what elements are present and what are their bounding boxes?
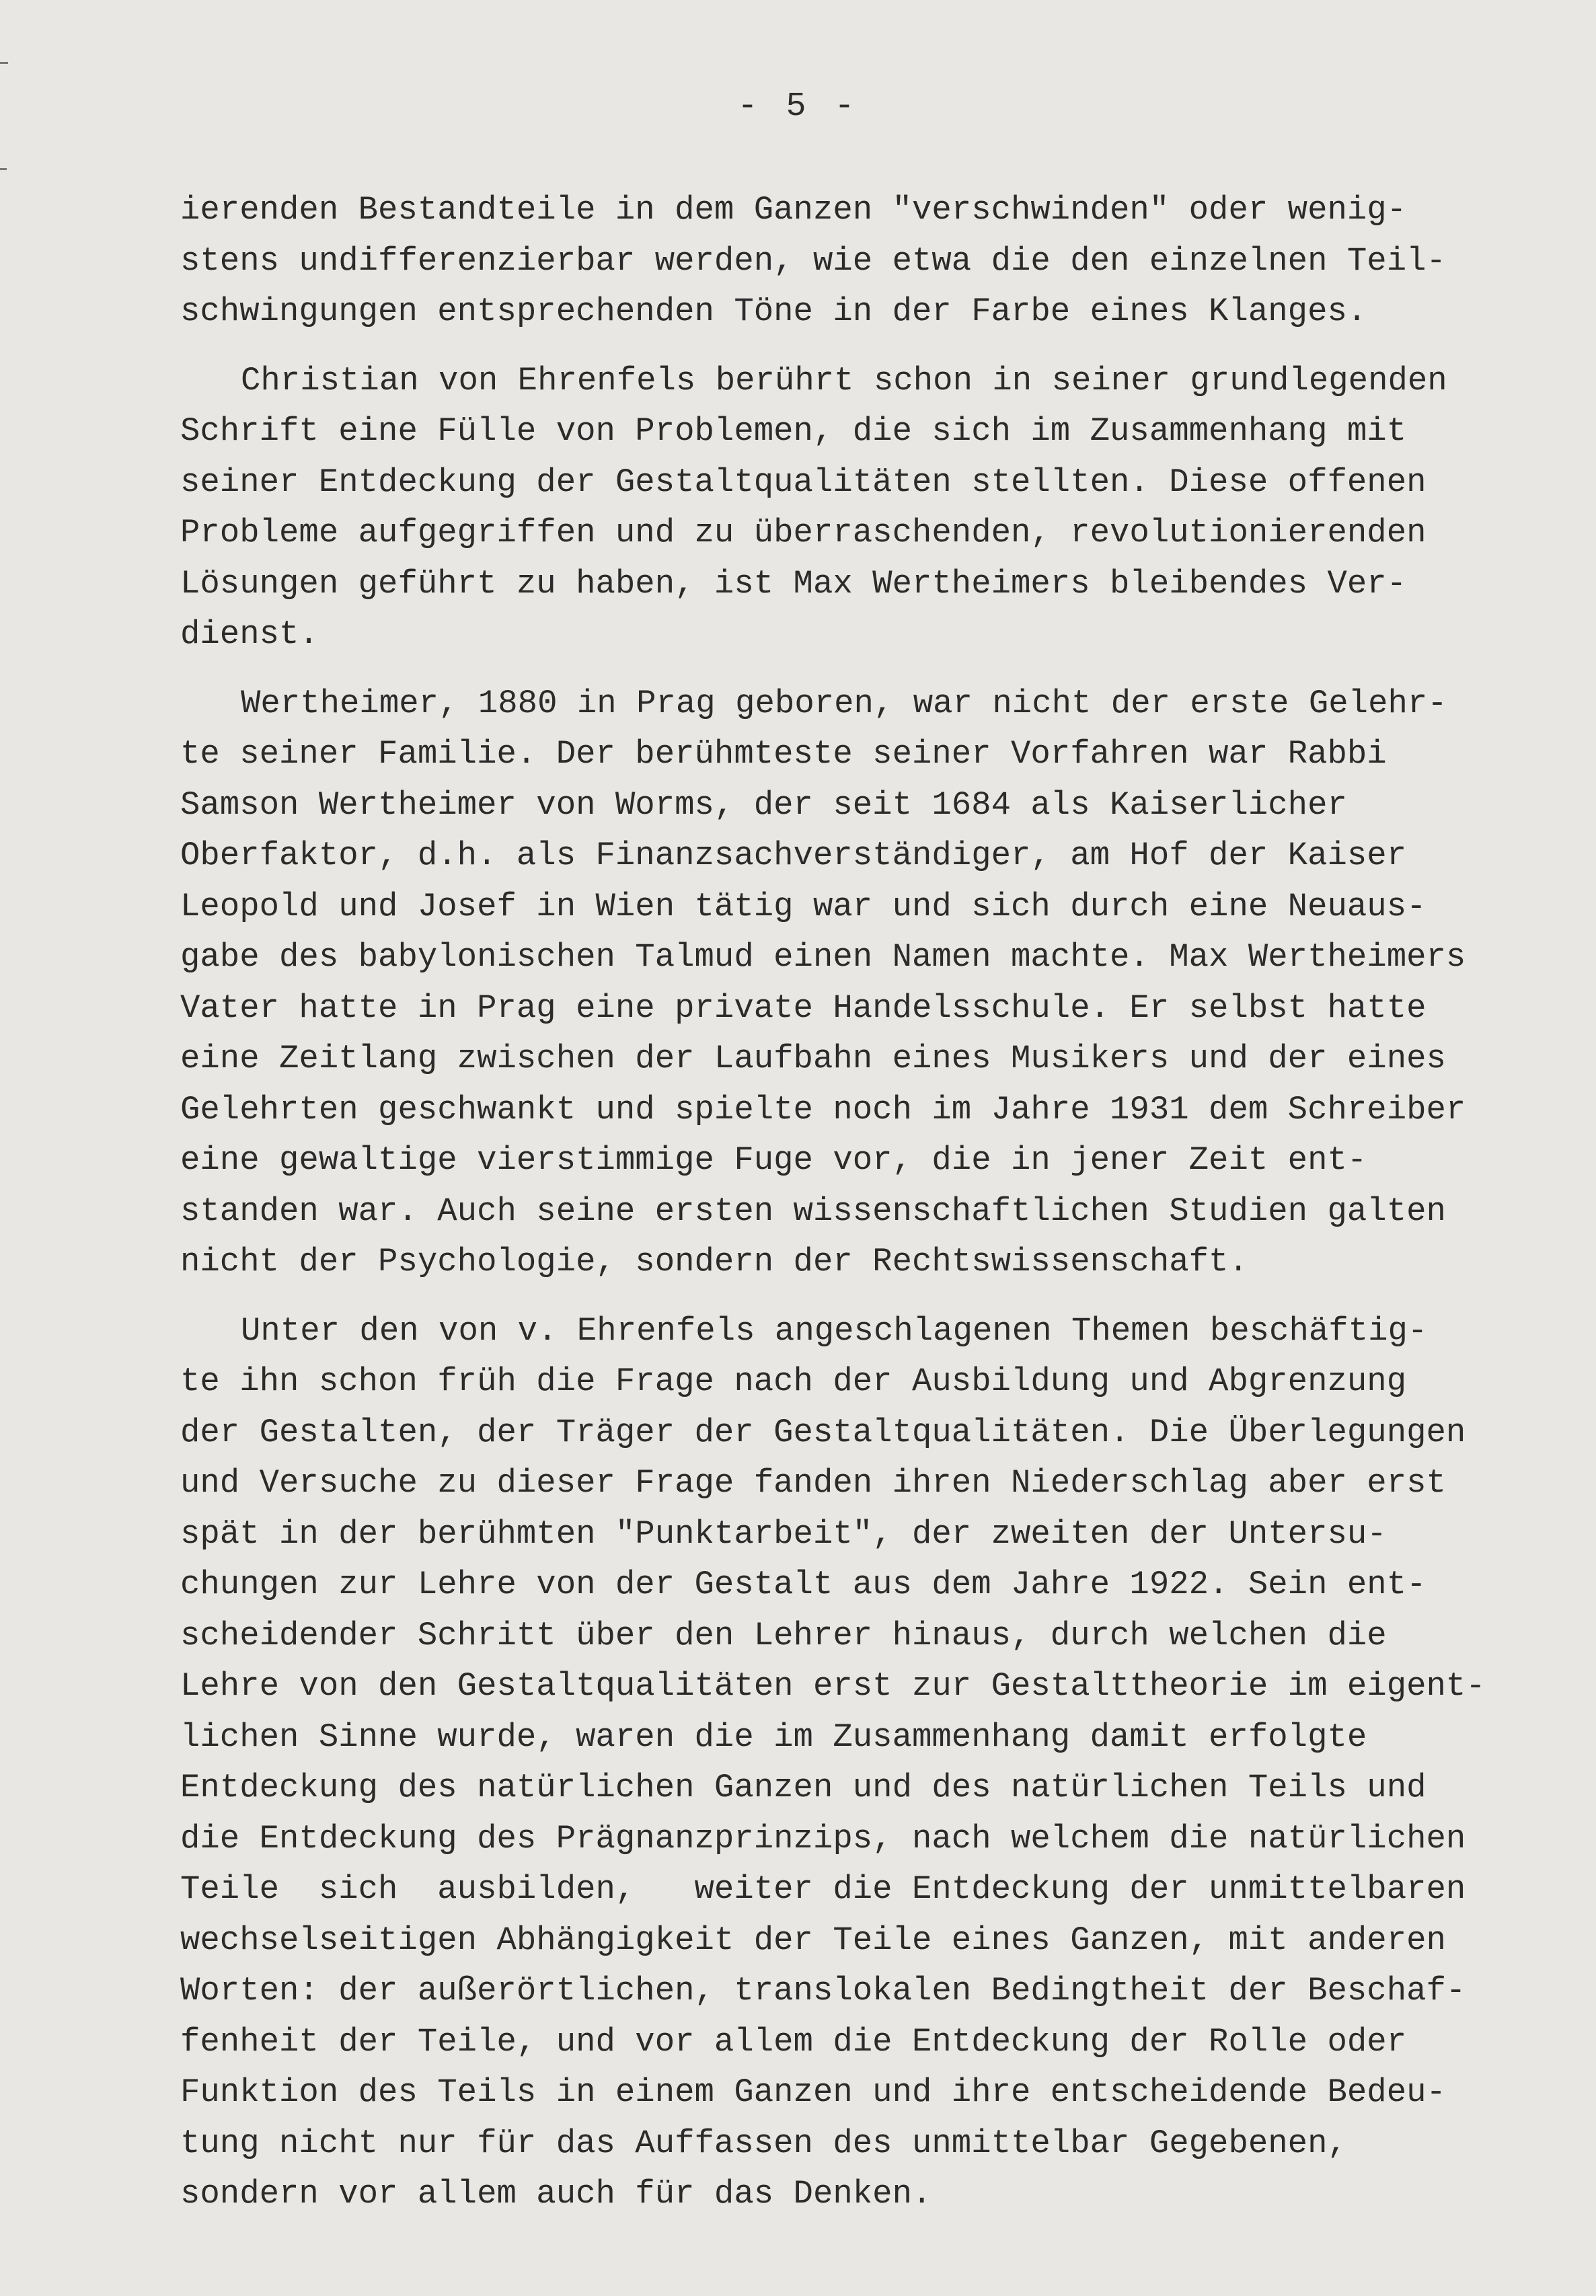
text-line: Wertheimer, 1880 in Prag geboren, war nicht der erste Gelehr- [241, 684, 1447, 722]
text-line: chungen zur Lehre von der Gestalt aus dem Jahre 1922. Sein ent- [180, 1566, 1427, 1603]
text-line: Vater hatte in Prag eine private Handelsschule. Er selbst hatte [180, 989, 1427, 1027]
text-line: scheidender Schritt über den Lehrer hinaus, durch welchen die [180, 1616, 1387, 1654]
text-line: lichen Sinne wurde, waren die im Zusammenhang damit erfolgte [180, 1718, 1367, 1756]
text-line: Leopold und Josef in Wien tätig war und sich durch eine Neuaus- [180, 887, 1427, 925]
text-line: Christian von Ehrenfels berührt schon in seiner grundlegenden [241, 361, 1447, 399]
text-line: te ihn schon früh die Frage nach der Ausbildung und Abgrenzung [180, 1363, 1407, 1400]
text-line: gabe des babylonischen Talmud einen Namen machte. Max Wertheimers [180, 938, 1466, 976]
text-line: die Entdeckung des Prägnanzprinzips, nach welchem die natürlichen [180, 1819, 1466, 1858]
text-line: tung nicht nur für das Auffassen des unmittelbar Gegebenen, [180, 2124, 1347, 2162]
text-line: Oberfaktor, d.h. als Finanzsachverständiger, am Hof der Kaiser [180, 837, 1407, 874]
text-line: Schrift eine Fülle von Problemen, die sich im Zusammenhang mit [180, 412, 1407, 450]
text-line: dienst. [180, 615, 319, 653]
paragraph [180, 679, 1566, 1288]
text-line: Lösungen geführt zu haben, ist Max Wertheimers bleibendes Ver- [180, 564, 1407, 603]
text-line: Unter den von v. Ehrenfels angeschlagenen Themen beschäftig- [241, 1311, 1428, 1350]
text-line: te seiner Familie. Der berühmteste seiner Vorfahren war Rabbi [180, 735, 1387, 773]
text-line: Lehre von den Gestaltqualitäten erst zur Gestalttheorie im eigent- [180, 1667, 1486, 1705]
text-line: schwingungen entsprechenden Töne in der Farbe eines Klanges. [180, 293, 1367, 330]
text-line: Worten: der außerörtlichen, translokalen Bedingtheit der Beschaf- [180, 1972, 1466, 2010]
text-line: eine gewaltige vierstimmige Fuge vor, die in jener Zeit ent- [180, 1141, 1367, 1179]
text-line: seiner Entdeckung der Gestaltqualitäten stellten. Diese offenen [180, 463, 1427, 501]
text-line: spät in der berühmten "Punktarbeit", der zweiten der Untersu- [180, 1515, 1387, 1553]
text-line: Gelehrten geschwankt und spielte noch im Jahre 1931 dem Schreiber [180, 1090, 1466, 1128]
text-line: Funktion des Teils in einem Ganzen und ihre entscheidende Bedeu- [180, 2073, 1446, 2111]
paragraph [180, 356, 1566, 660]
text-line: und Versuche zu dieser Frage fanden ihren Niederschlag aber erst [180, 1464, 1446, 1502]
text-line: stens undifferenzierbar werden, wie etwa die den einzelnen Teil- [180, 241, 1446, 280]
text-line: Teile sich ausbilden, weiter die Entdeckung der unmittelbaren [180, 1870, 1466, 1908]
text-line: fenheit der Teile, und vor allem die Entdeckung der Rolle oder [180, 2022, 1407, 2061]
text-line: Probleme aufgegriffen und zu überraschenden, revolutionierenden [180, 514, 1427, 551]
text-line: Entdeckung des natürlichen Ganzen und des natürlichen Teils und [180, 1769, 1427, 1806]
text-line: Samson Wertheimer von Worms, der seit 1684 als Kaiserlicher [180, 786, 1347, 824]
text-line: sondern vor allem auch für das Denken. [180, 2175, 932, 2213]
text-line: eine Zeitlang zwischen der Laufbahn eines Musikers und der eines [180, 1040, 1446, 1077]
text-line: der Gestalten, der Träger der Gestaltqualitäten. Die Überlegungen [180, 1413, 1466, 1451]
text-line: standen war. Auch seine ersten wissenschaftlichen Studien galten [180, 1192, 1446, 1230]
page-number: - 5 - [737, 87, 859, 126]
text-line: nicht der Psychologie, sondern der Rechtswissenschaft. [180, 1243, 1248, 1280]
text-line: ierenden Bestandteile in dem Ganzen "verschwinden" oder wenig- [180, 191, 1407, 229]
margin-tick-mark [0, 62, 8, 64]
body-text [180, 185, 1566, 2238]
paragraph [180, 185, 1566, 338]
text-line: wechselseitigen Abhängigkeit der Teile eines Ganzen, mit anderen [180, 1921, 1446, 1959]
paragraph [180, 1306, 1566, 2220]
margin-tick-mark [0, 168, 7, 170]
